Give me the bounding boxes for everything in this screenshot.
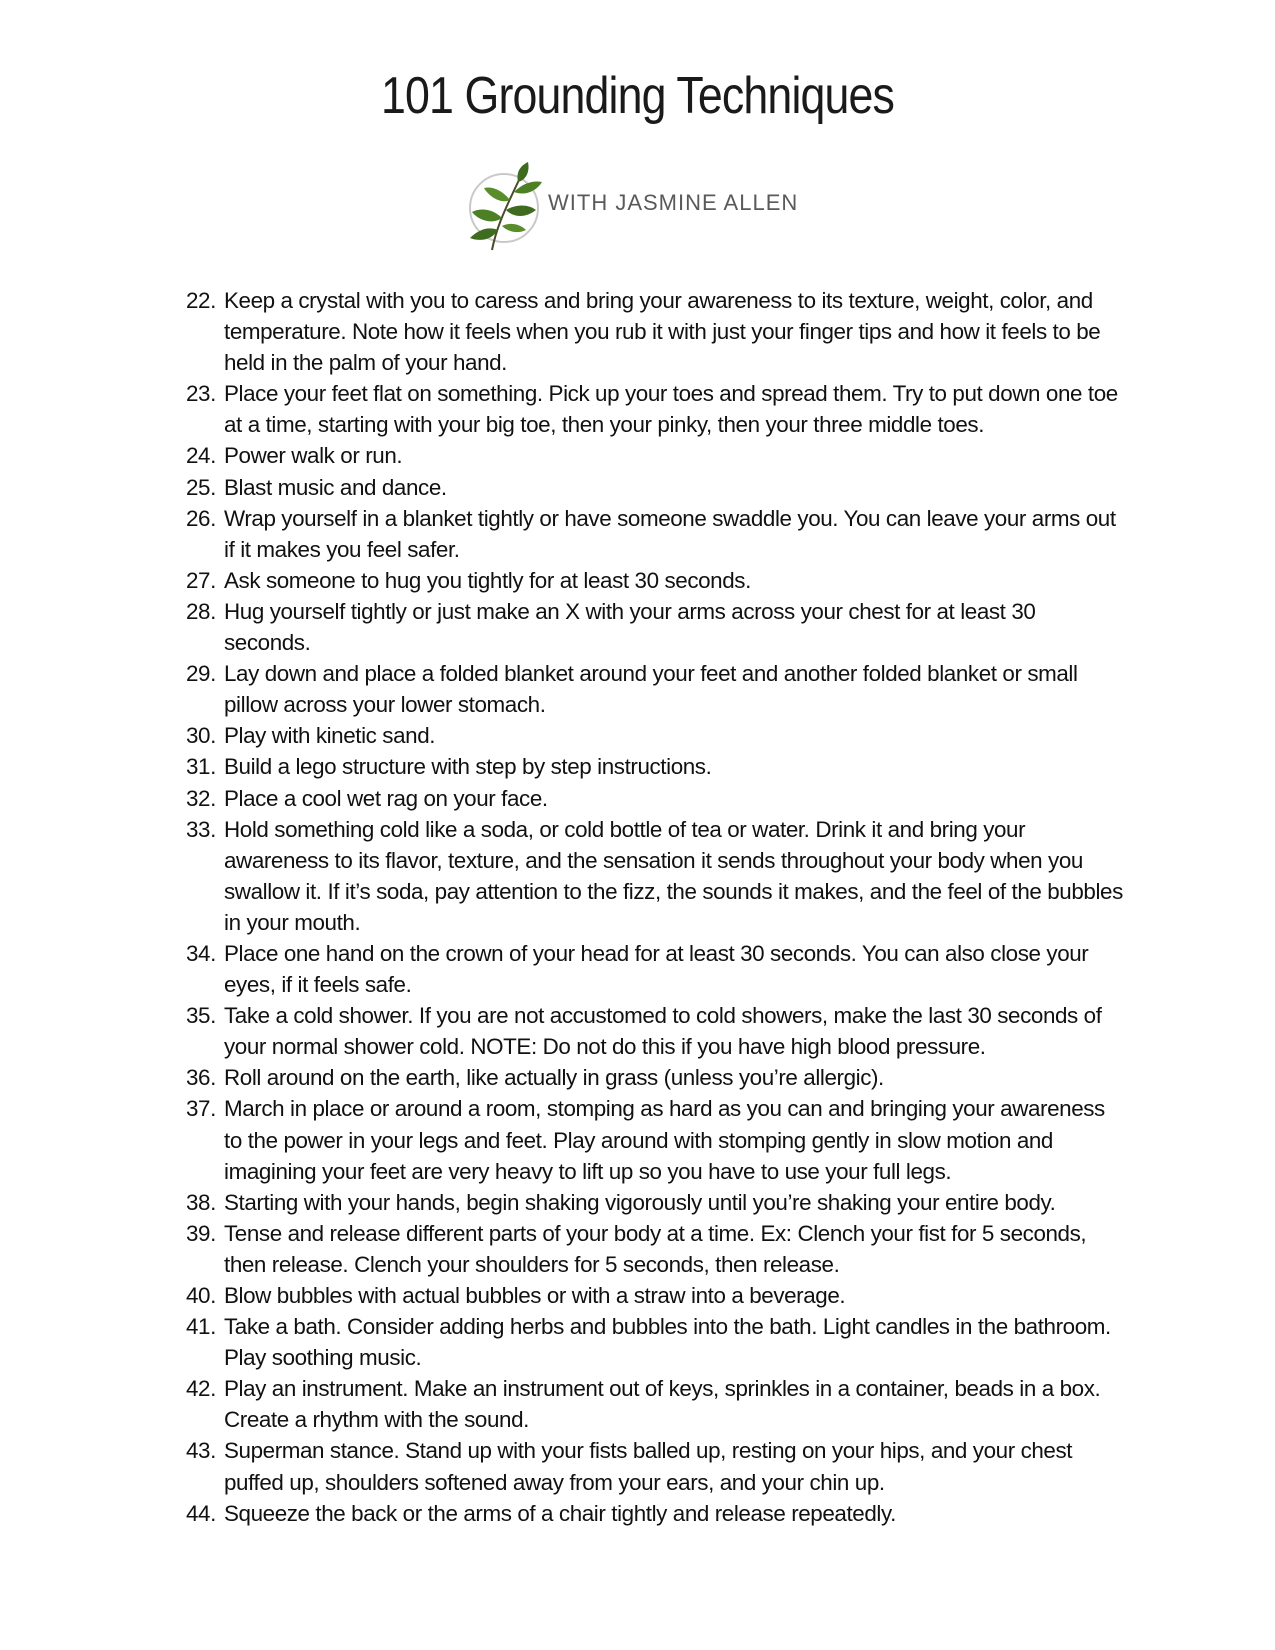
list-item xyxy=(186,1093,1126,1186)
item-text: Lay down and place a folded blanket around your feet and another folded blanket or small pillow across your lower stomach. xyxy=(224,661,1078,718)
list-item xyxy=(186,1218,1126,1280)
item-text: Place your feet flat on something. Pick up your toes and spread them. Try to put down one toe at a time, starting with your big toe, then your pinky, then your three middle toes. xyxy=(224,381,1118,438)
item-number: 25. xyxy=(186,474,216,500)
item-text: Squeeze the back or the arms of a chair tightly and release repeatedly. xyxy=(224,1500,896,1526)
item-text: Take a bath. Consider adding herbs and bubbles into the bath. Light candles in the bathroom. Play soothing music. xyxy=(224,1314,1111,1371)
list-item xyxy=(186,472,1126,503)
item-text: Wrap yourself in a blanket tightly or have someone swaddle you. You can leave your arms out if it makes you feel safer. xyxy=(224,505,1116,562)
item-number: 23. xyxy=(186,381,216,407)
list-item xyxy=(186,596,1126,658)
list-item xyxy=(186,565,1126,596)
item-number: 43. xyxy=(186,1438,216,1464)
item-text: Starting with your hands, begin shaking vigorously until you’re shaking your entire body. xyxy=(224,1189,1056,1215)
technique-list xyxy=(186,285,1126,1529)
item-number: 35. xyxy=(186,1003,216,1029)
list-item xyxy=(186,1311,1126,1373)
item-text: Build a lego structure with step by step instructions. xyxy=(224,754,712,780)
item-number: 37. xyxy=(186,1096,216,1122)
list-item xyxy=(186,1498,1126,1529)
item-number: 31. xyxy=(186,754,216,780)
item-text: Ask someone to hug you tightly for at least 30 seconds. xyxy=(224,567,751,593)
item-text: Blast music and dance. xyxy=(224,474,447,500)
item-number: 29. xyxy=(186,661,216,687)
item-number: 36. xyxy=(186,1065,216,1091)
list-item xyxy=(186,1062,1126,1093)
item-text: Hug yourself tightly or just make an X with your arms across your chest for at least 30 seconds. xyxy=(224,598,1036,656)
item-text: Take a cold shower. If you are not accustomed to cold showers, make the last 30 seconds of your normal shower cold. NOTE: Do not do this if you have high blood pressure. xyxy=(224,1003,1102,1060)
item-number: 38. xyxy=(186,1189,216,1215)
item-number: 41. xyxy=(186,1314,216,1340)
item-number: 39. xyxy=(186,1220,216,1246)
item-number: 28. xyxy=(186,598,216,624)
item-number: 34. xyxy=(186,940,216,966)
item-number: 27. xyxy=(186,567,216,593)
list-item xyxy=(186,1187,1126,1218)
leaf-branch-icon xyxy=(462,160,552,255)
item-text: Place one hand on the crown of your head for at least 30 seconds. You can also close your eyes, if it feels safe. xyxy=(224,940,1089,998)
item-number: 22. xyxy=(186,288,216,313)
logo-text: WITH JASMINE ALLEN xyxy=(548,190,799,215)
item-text: Blow bubbles with actual bubbles or with a straw into a beverage. xyxy=(224,1283,846,1308)
list-item xyxy=(186,938,1126,1000)
list-item xyxy=(186,1000,1126,1062)
list-item xyxy=(186,814,1126,938)
list-item xyxy=(186,378,1126,440)
item-text: Power walk or run. xyxy=(224,443,403,469)
item-text: Hold something cold like a soda, or cold bottle of tea or water. Drink it and bring your awareness to its flavor, texture, and the sensation it sends throughout your body when you swallow it. If it’s soda, pay attention to the fizz, the sounds it makes, and the feel of the bubbles in your mouth. xyxy=(224,816,1123,935)
item-text: Roll around on the earth, like actually in grass (unless you’re allergic). xyxy=(224,1065,884,1091)
item-text: Superman stance. Stand up with your fists balled up, resting on your hips, and your chest puffed up, shoulders softened away from your ears, and your chin up. xyxy=(224,1438,1073,1495)
list-item xyxy=(186,720,1126,751)
item-number: 44. xyxy=(186,1500,216,1526)
item-text: Play an instrument. Make an instrument out of keys, sprinkles in a container, beads in a box. Create a rhythm with the sound. xyxy=(224,1376,1101,1433)
list-item xyxy=(186,1373,1126,1435)
item-number: 40. xyxy=(186,1283,216,1308)
item-number: 33. xyxy=(186,816,216,842)
logo xyxy=(462,160,802,255)
item-text: Play with kinetic sand. xyxy=(224,723,436,749)
item-number: 26. xyxy=(186,505,216,531)
item-number: 32. xyxy=(186,785,216,811)
list-item xyxy=(186,285,1126,378)
list-item xyxy=(186,783,1126,814)
list-item xyxy=(186,440,1126,471)
page-title: 101 Grounding Techniques xyxy=(380,67,895,125)
item-text: Tense and release different parts of your body at a time. Ex: Clench your fist for 5 seconds, then release. Clench your shoulders for 5 seconds, then release. xyxy=(224,1220,1087,1277)
item-number: 42. xyxy=(186,1376,216,1402)
item-text: Place a cool wet rag on your face. xyxy=(224,785,548,811)
list-item xyxy=(186,1435,1126,1497)
item-text: Keep a crystal with you to caress and bring your awareness to its texture, weight, color, and temperature. Note how it feels when you rub it with just your finger tips and how it feels to be held in the palm of your hand. xyxy=(224,288,1101,376)
item-number: 24. xyxy=(186,443,216,469)
item-number: 30. xyxy=(186,723,216,749)
list-item xyxy=(186,503,1126,565)
list-item xyxy=(186,1280,1126,1311)
item-text: March in place or around a room, stomping as hard as you can and bringing your awareness to the power in your legs and feet. Play around with stomping gently in slow motion and imagining your feet are very heavy to lift up so you have to use your full legs. xyxy=(224,1096,1105,1184)
list-item xyxy=(186,658,1126,720)
list-item xyxy=(186,751,1126,782)
